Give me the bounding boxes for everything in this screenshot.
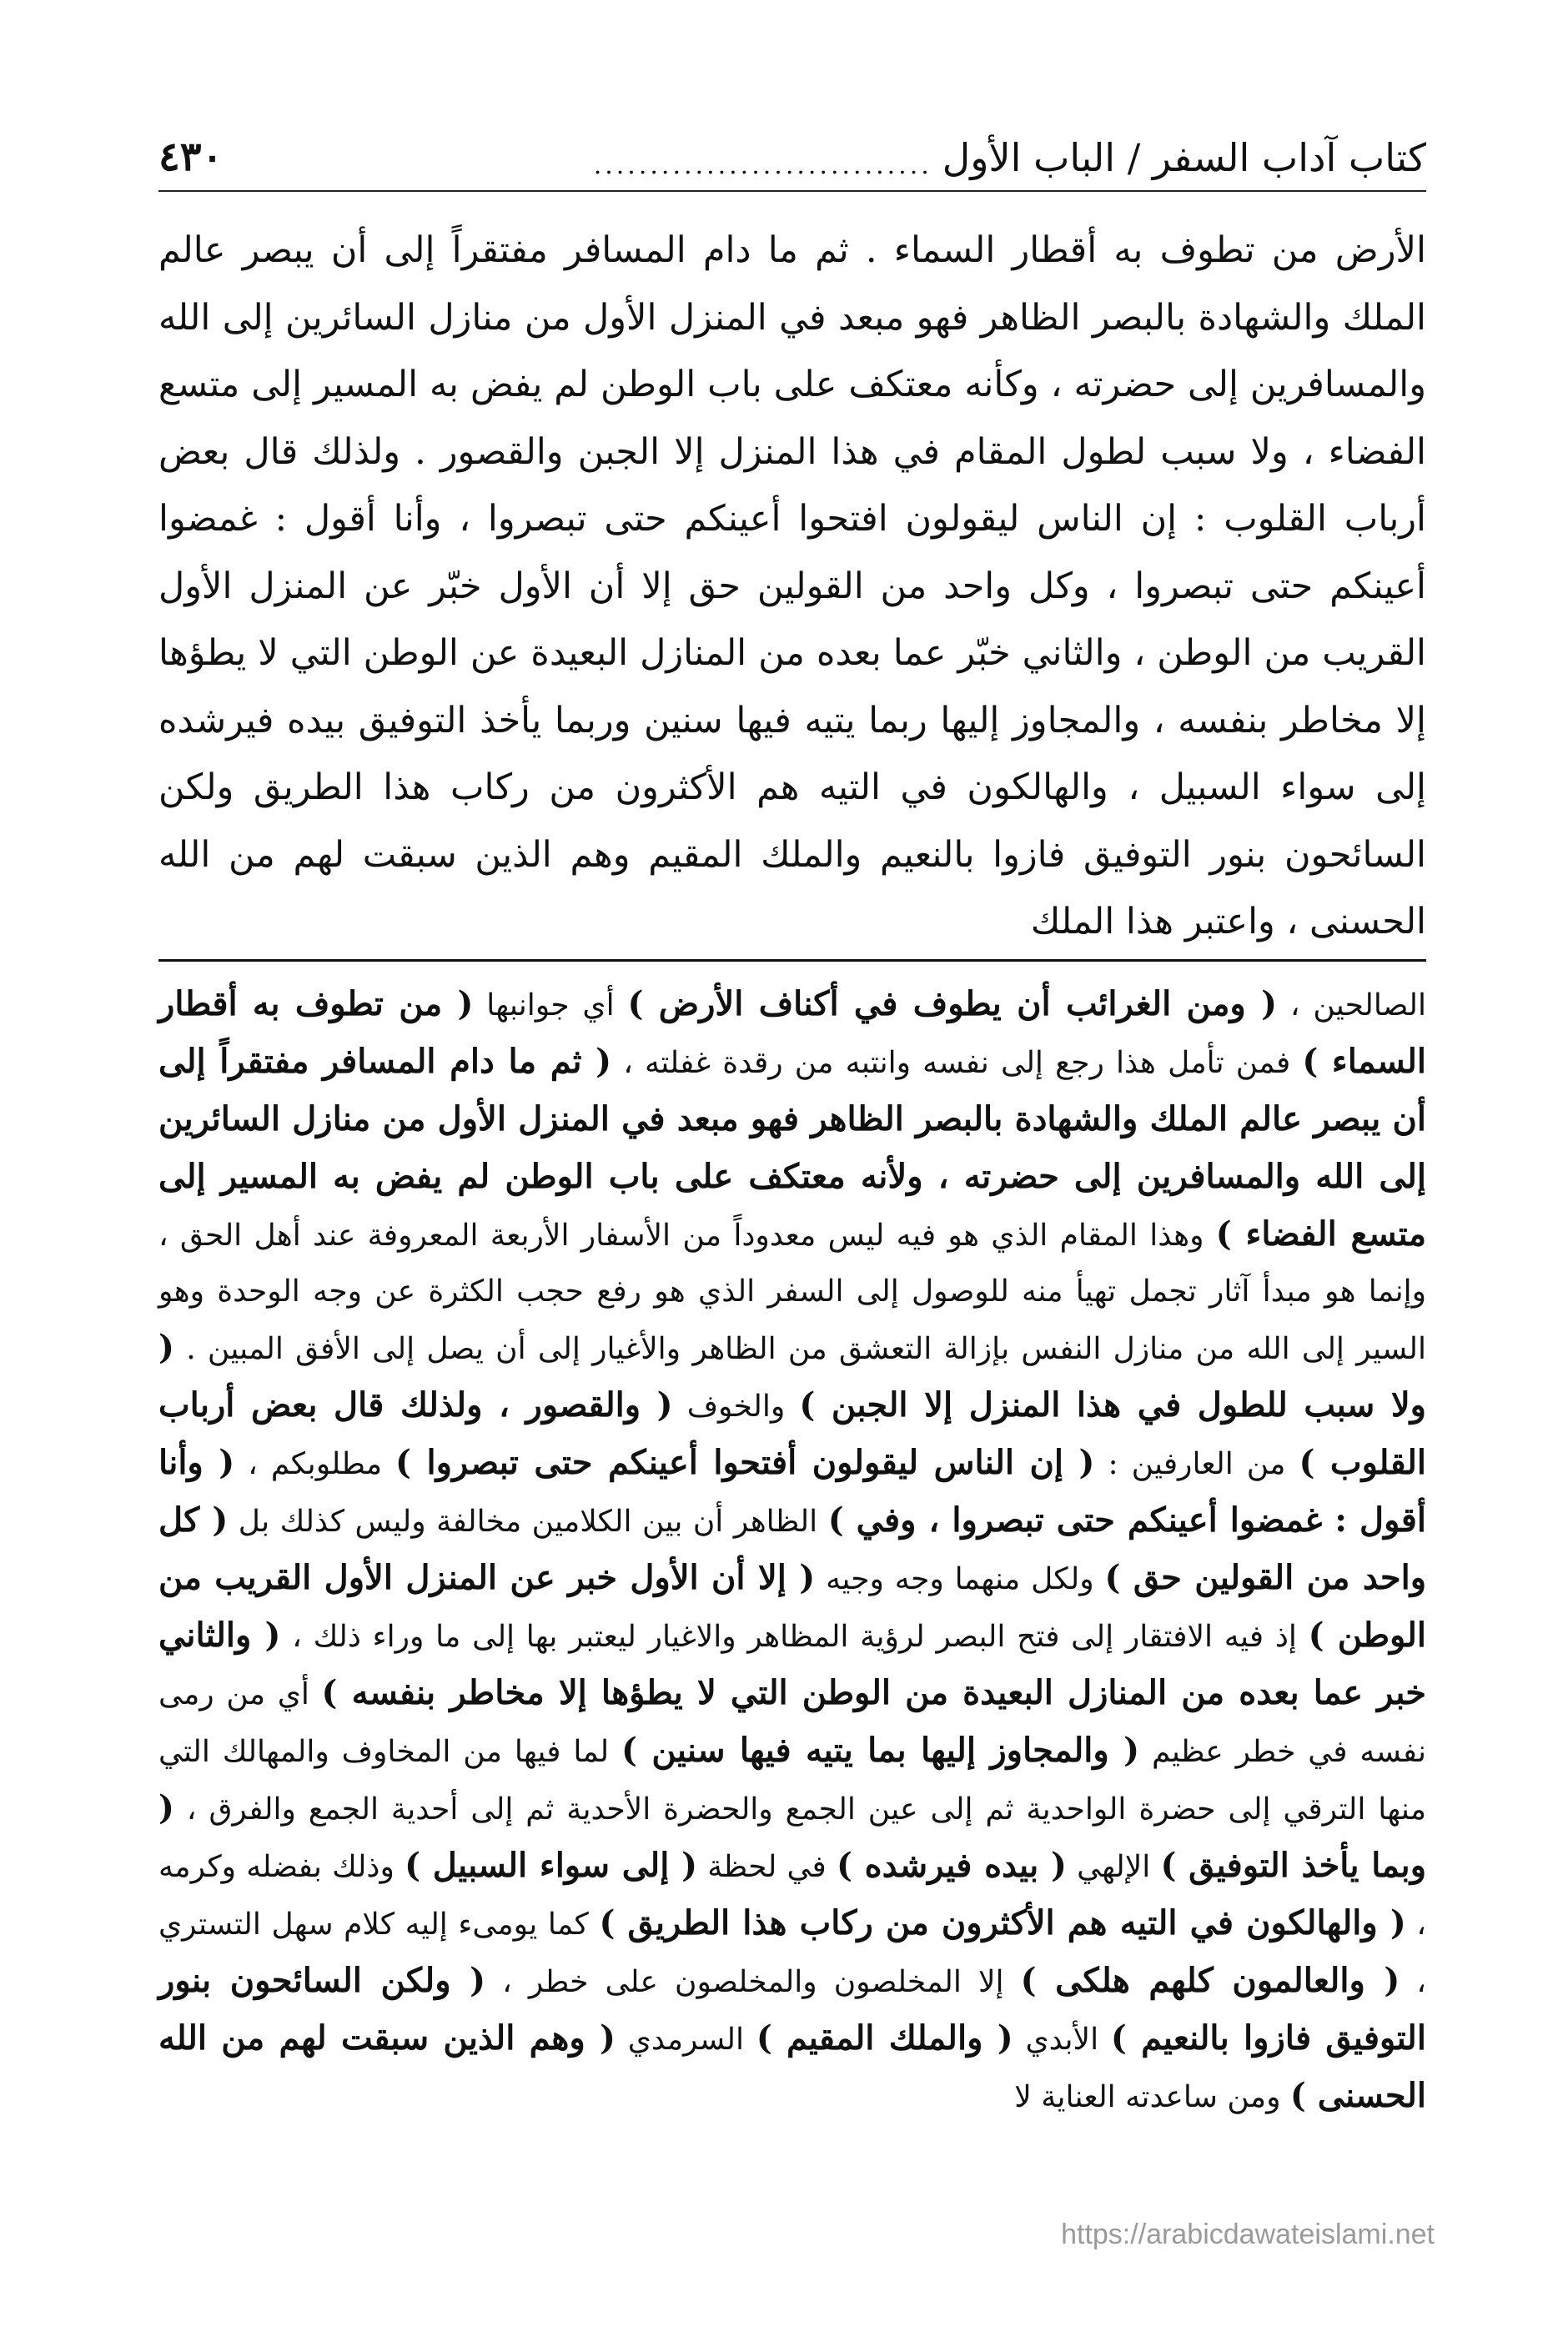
- commentary-segment: إذ فيه الافتقار إلى فتح البصر لرؤية المظاهر والاغيار ليعتبر بها إلى ما وراء ذلك ،: [280, 1620, 1309, 1654]
- commentary-segment: الصالحين ،: [1277, 988, 1426, 1023]
- page-number: ٤٣٠: [158, 133, 224, 180]
- leader-dots: ..............................: [593, 151, 932, 180]
- commentary-block: [158, 976, 1426, 2125]
- quoted-text-segment: ( كل واحد من القولين حق ): [158, 1500, 1427, 1597]
- quoted-text-segment: ( إلى سواء السبيل ): [405, 1846, 698, 1885]
- quoted-text-segment: ( ولا سبب للطول في هذا المنزل إلا الجبن ): [158, 1328, 1426, 1425]
- quoted-text-segment: ( من تطوف به أقطار السماء ): [158, 984, 1426, 1081]
- running-title: كتاب آداب السفر / الباب الأول: [942, 135, 1426, 180]
- commentary-segment: الأبدي: [1013, 2023, 1111, 2057]
- commentary-segment: في لحظة: [697, 1850, 837, 1884]
- commentary-segment: فمن تأمل هذا رجع إلى نفسه وانتبه من رقدة غفلته ،: [611, 1046, 1303, 1080]
- quoted-text-segment: ( والهالكون في التيه هم الأكثرون من ركاب هذا الطريق ): [599, 1903, 1406, 1942]
- quoted-text-segment: ( ثم ما دام المسافر مفتقراً إلى أن يبصر عالم الملك والشهادة بالبصر الظاهر فهو مبعد في المنزل الأول من منازل السائرين إلى الله والمسافرين إلى حضرته ، ولأنه معتكف على باب الوطن لم يفض به المسير إلى متسع الفضاء ): [158, 1042, 1426, 1254]
- main-text: الأرض من تطوف به أقطار السماء . ثم ما دام المسافر مفتقراً إلى أن يبصر عالم الملك والشهادة بالبصر الظاهر فهو مبعد في المنزل الأول من منازل السائرين إلى الله والمسافرين إلى حضرته ، وكأنه معتكف على باب الوطن لم يفض به المسير إلى متسع الفضاء ، ولا سبب لطول المقام في هذا المنزل إلا الجبن والقصور . ولذلك قال بعض أرباب القلوب : إن الناس ليقولون افتحوا أعينكم حتى تبصروا ، وأنا أقول : غمضوا أعينكم حتى تبصروا ، وكل واحد من القولين حق إلا أن الأول خبّر عن المنزل الأول القريب من الوطن ، والثاني خبّر عما بعده من المنازل البعيدة عن الوطن التي لا يطؤها إلا مخاطر بنفسه ، والمجاوز إليها ربما يتيه فيها سنين وربما يأخذ التوفيق بيده فيرشده إلى سواء السبيل ، والهالكون في التيه هم الأكثرون من ركاب هذا الطريق ولكن السائحون بنور التوفيق فازوا بالنعيم والملك المقيم وهم الذين سبقت لهم من الله الحسنى ، واعتبر هذا الملك: [158, 229, 1427, 942]
- quoted-text-segment: ( والعالمون كلهم هلكى ): [1020, 1961, 1400, 2000]
- commentary-segment: وهذا المقام الذي هو فيه ليس معدوداً من الأسفار الأربعة المعروفة عند أهل الحق ، وإنما هو مبدأ آثار تجمل تهيأ منه للوصول إلى السفر الذي هو رفع حجب الكثرة عن وجه الوحدة وهو السير إلى الله من منازل النفس بإزالة التعشق من الظاهر والأغيار إلى أن يصل إلى الأفق المبين .: [158, 1219, 1426, 1366]
- running-title-group: [594, 135, 1426, 180]
- commentary-segment: والخوف: [672, 1390, 800, 1424]
- quoted-text-segment: ( والثاني خبر عما بعده من المنازل البعيدة من الوطن التي لا يطؤها إلا مخاطر بنفسه ): [158, 1616, 1426, 1712]
- commentary-segment: ومن ساعدته العناية لا: [1014, 2080, 1290, 2114]
- quoted-text-segment: ( إلا أن الأول خبر عن المنزل الأول القريب من الوطن ): [158, 1558, 1427, 1655]
- commentary-segment: ولكل منهما وجه وجيه: [815, 1562, 1105, 1596]
- commentary-segment: مطلوبكم ،: [234, 1447, 396, 1481]
- running-header: [158, 100, 1426, 192]
- commentary-segment: لما فيها من المخاوف والمهالك التي منها الترقي إلى حضرة الواحدية ثم إلى عين الجمع والحضرة الأحدية ثم إلى أحدية الجمع والفرق ،: [158, 1735, 1426, 1827]
- main-text-block: [158, 217, 1426, 956]
- quoted-text-segment: ( وهم الذين سبقت لهم من الله الحسنى ): [158, 2018, 1426, 2115]
- quoted-text-segment: ( والمجاوز إليها بما يتيه فيها سنين ): [621, 1731, 1140, 1770]
- quoted-text-segment: ( ومن الغرائب أن يطوف في أكناف الأرض ): [627, 984, 1278, 1023]
- quoted-text-segment: ( والملك المقيم ): [756, 2018, 1013, 2058]
- commentary-segment: وذلك بفضله وكرمه ،: [158, 1850, 1426, 1942]
- quoted-text-segment: ( وأنا أقول : غمضوا أعينكم حتى تبصروا ، وفي ): [158, 1443, 1426, 1540]
- commentary-text: [158, 976, 1426, 2125]
- commentary-segment: الظاهر أن بين الكلامين مخالفة وليس كذلك بل: [228, 1505, 828, 1539]
- commentary-segment: الإلهي: [1066, 1850, 1161, 1884]
- footnote-separator: [158, 959, 1426, 962]
- commentary-segment: من العارفين :: [1094, 1447, 1299, 1481]
- watermark-url: https://arabicdawateislami.net: [1061, 2219, 1435, 2250]
- quoted-text-segment: ( ولكن السائحون بنور التوفيق فازوا بالنعيم ): [158, 1961, 1426, 2058]
- commentary-segment: أي جوانبها: [473, 988, 628, 1023]
- quoted-text-segment: ( وبما يأخذ التوفيق ): [158, 1788, 1427, 1885]
- quoted-text-segment: ( إن الناس ليقولون أفتحوا أعينكم حتى تبصروا ): [395, 1443, 1095, 1482]
- quoted-text-segment: ( بيده فيرشده ): [837, 1846, 1067, 1885]
- quoted-text-segment: ( والقصور ، ولذلك قال بعض أرباب القلوب ): [158, 1385, 1427, 1482]
- commentary-segment: كما يومىء إليه كلام سهل التستري ،: [158, 1907, 1427, 1999]
- commentary-segment: أي من رمى نفسه في خطر عظيم: [158, 1677, 1426, 1769]
- commentary-segment: إلا المخلصون والمخلصون على خطر ،: [485, 1965, 1021, 1999]
- commentary-segment: السرمدي: [615, 2023, 756, 2057]
